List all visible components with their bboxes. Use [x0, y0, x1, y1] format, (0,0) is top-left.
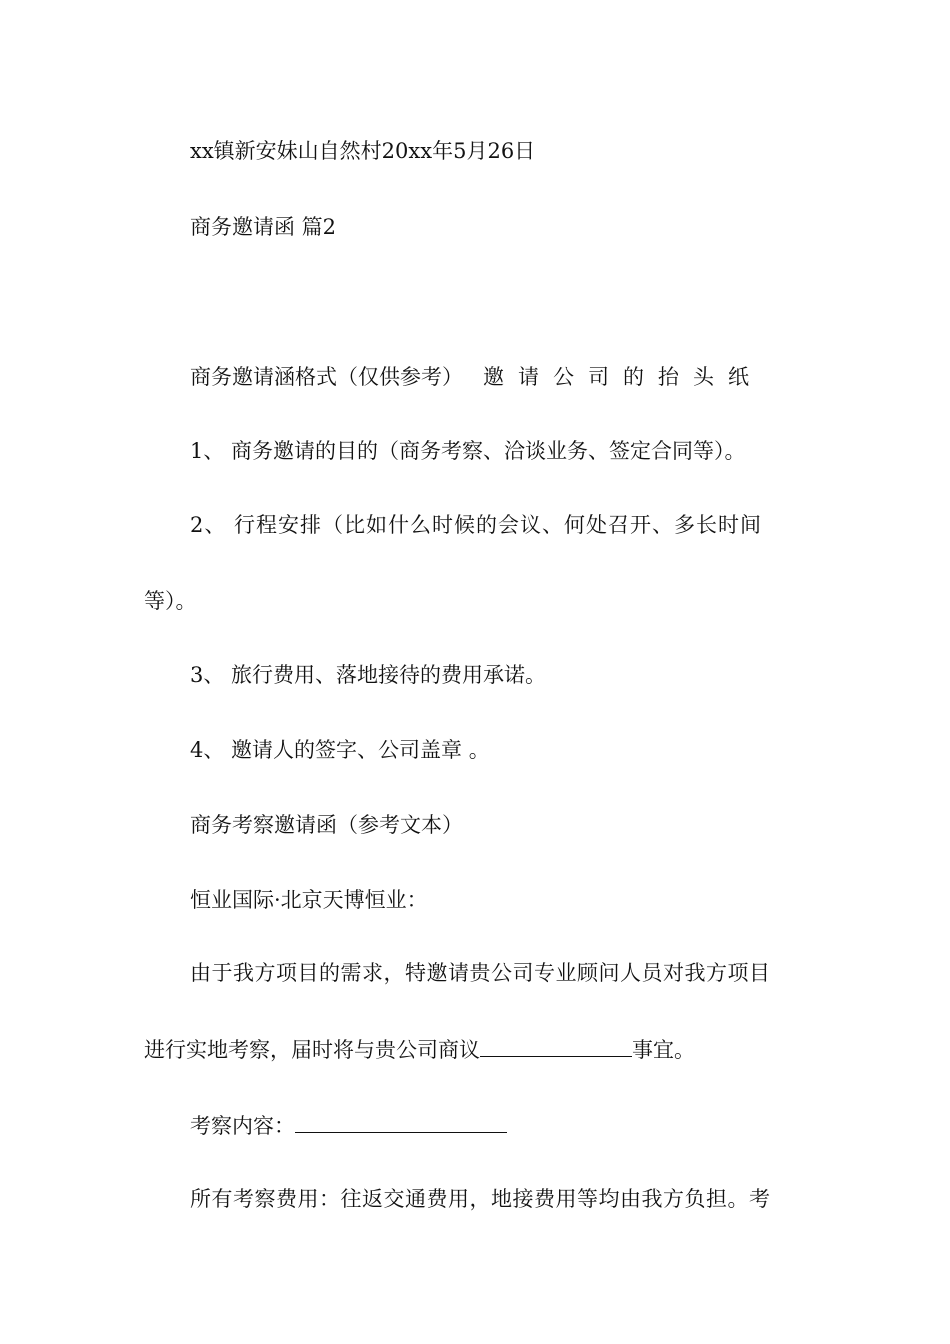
inspection-content-line [190, 1110, 507, 1141]
list-item-2: 2、 行程安排（比如什么时候的会议、何处召开、多长时间 [190, 513, 763, 537]
list-item-4: 4、 邀请人的签字、公司盖章 。 [190, 738, 490, 762]
body-paragraph-line-1: 由于我方项目的需求，特邀请贵公司专业顾问人员对我方项目 [190, 961, 771, 985]
format-heading [190, 362, 763, 392]
section-heading: 商务邀请函 篇2 [190, 215, 337, 239]
list-item-1: 1、 商务邀请的目的（商务考察、洽谈业务、签定合同等）。 [190, 439, 746, 463]
sample-heading: 商务考察邀请函（参考文本） [190, 813, 463, 837]
inspection-content-label: 考察内容： [190, 1114, 295, 1138]
format-heading-title: 商务邀请涵格式（仅供参考） [190, 365, 463, 389]
format-heading-letterhead: 邀请公司的抬头纸 [483, 365, 763, 389]
expenses-line: 所有考察费用：往返交通费用，地接费用等均由我方负担。考 [190, 1187, 771, 1211]
body-paragraph-text: 进行实地考察，届时将与贵公司商议 [144, 1038, 480, 1062]
date-line: xx镇新安妹山自然村20xx年5月26日 [190, 139, 536, 163]
list-item-2-continued: 等）。 [144, 589, 197, 613]
body-paragraph-suffix: 事宜。 [632, 1038, 695, 1062]
blank-field-topic [480, 1034, 632, 1057]
salutation: 恒业国际·北京天博恒业： [190, 888, 428, 912]
blank-field-content [295, 1110, 507, 1133]
body-paragraph-line-2 [144, 1034, 695, 1065]
list-item-3: 3、 旅行费用、落地接待的费用承诺。 [190, 663, 547, 687]
